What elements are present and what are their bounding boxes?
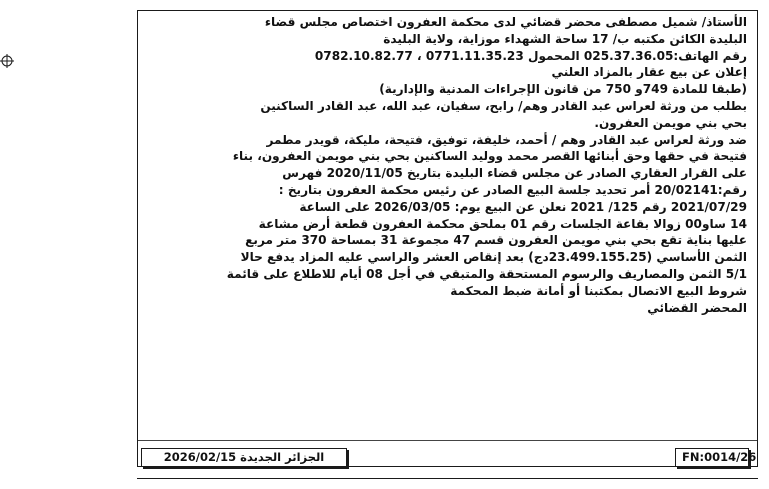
notice-line: الثمن الأساسي (23.499.155.25دج) بعد إنقاص العشر والراسي عليه المزاد يدفع حالا xyxy=(240,250,747,265)
newspaper-date: الجزائر الجديدة 2026/02/15 xyxy=(163,450,325,464)
notice-line: فتيحة في حقها وحق أبنائها القصر محمد ووليد الساكنين بحي بني مويمن العفرون، بناء xyxy=(232,149,747,164)
next-notice-border xyxy=(137,478,758,479)
notice-body xyxy=(148,14,747,316)
notice-line: (طبقا للمادة 749و 750 من قانون الإجراءات المدنية والإدارية) xyxy=(379,82,747,97)
registration-mark-icon xyxy=(0,53,14,67)
notice-line: رقم الهاتف:025.37.36.05 المحمول 0771.11.35.23 ، 0782.10.82.77 xyxy=(314,48,747,63)
notice-line: المحضر القضائي xyxy=(647,300,747,315)
notice-line: إعلان عن بيع عقار بالمزاد العلني xyxy=(551,65,747,80)
notice-line: 5/1 الثمن والمصاريف والرسوم المستحقة والمتبقي في أجل 08 أيام للاطلاع على قائمة xyxy=(226,266,747,281)
notice-line: رقم:20/02141 أمر تحديد جلسة البيع الصادر عن رئيس محكمة العفرون بتاريخ : xyxy=(278,182,747,197)
notice-line: عليها بناية تقع بحي بني مويمن العفرون قسم 47 مجموعة 31 بمساحة 370 متر مربع xyxy=(245,233,747,248)
file-number: FN:0014/26 xyxy=(682,450,757,464)
notice-line: 2021/07/29 رقم 125/ 2021 نعلن عن البيع يوم: 2026/03/05 على الساعة xyxy=(299,199,747,214)
notice-line: بطلب من ورثة لعراس عبد القادر وهم/ رابح، سفيان، عبد الله، عبد القادر الساكنين xyxy=(260,98,747,113)
notice-line: شروط البيع الاتصال بمكتبنا أو أمانة ضبط المحكمة xyxy=(450,283,747,298)
notice-line: ضد ورثة لعراس عبد القادر وهم / أحمد، خليفة، توفيق، فتيحة، مليكة، قويدر مطمر xyxy=(266,132,747,147)
legal-notice-box xyxy=(137,10,758,467)
notice-line: بحي بني مويمن العفرون. xyxy=(594,115,747,130)
notice-line: على القرار العقاري الصادر عن مجلس قضاء البليدة بتاريخ 2020/11/05 فهرس xyxy=(282,166,747,181)
notice-line: الأستاذ/ شميل مصطفى محضر قضائي لدى محكمة العفرون اختصاص مجلس قضاء xyxy=(264,15,747,29)
notice-line: البليدة الكائن مكتبه ب/ 17 ساحة الشهداء موزاية، ولاية البليدة xyxy=(383,31,747,46)
footer-divider xyxy=(138,440,757,441)
file-number-box xyxy=(675,448,757,467)
notice-line: 14 ساو00 زوالا بقاعة الجلسات رقم 01 بملحق محكمة العفرون قطعة أرض مشاعة xyxy=(258,216,747,231)
newspaper-date-box xyxy=(141,448,347,467)
